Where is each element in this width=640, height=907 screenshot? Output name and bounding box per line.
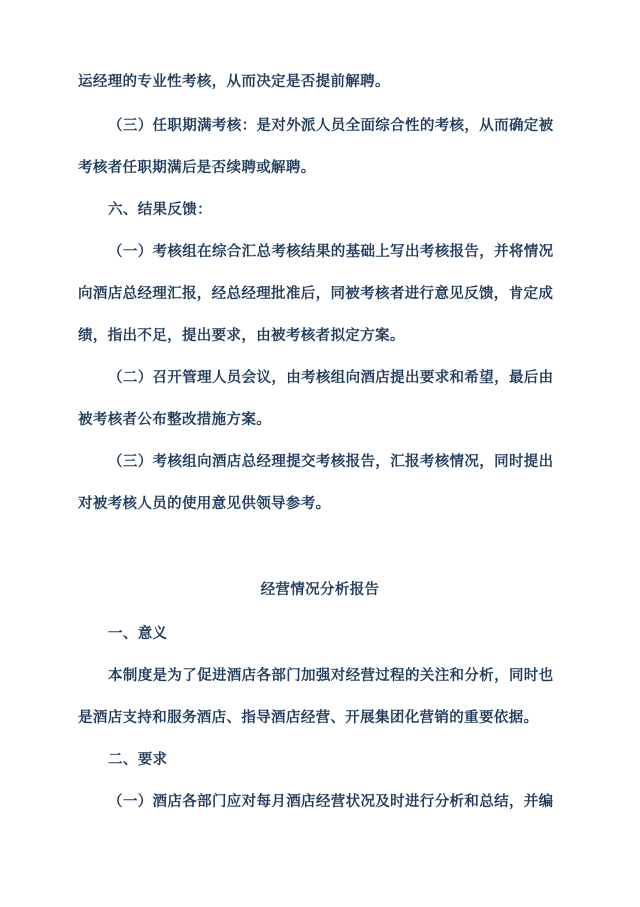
paragraph-line: （一）考核组在综合汇总考核结果的基础上写出考核报告，并将情况 bbox=[108, 244, 554, 260]
paragraph-line: （三）任职期满考核：是对外派人员全面综合性的考核，从而确定被 bbox=[108, 118, 554, 134]
paragraph-line: 运经理的专业性考核，从而决定是否提前解聘。 bbox=[78, 74, 390, 90]
section-heading: 二、要求 bbox=[108, 752, 168, 768]
paragraph-line: 绩，指出不足，提出要求，由被考核者拟定方案。 bbox=[78, 328, 405, 344]
paragraph-line: 被考核者公布整改措施方案。 bbox=[78, 412, 272, 428]
paragraph-line: 考核者任职期满后是否续聘或解聘。 bbox=[78, 160, 316, 176]
paragraph-line: （二）召开管理人员会议，由考核组向酒店提出要求和希望，最后由 bbox=[108, 370, 554, 386]
paragraph-line: （一）酒店各部门应对每月酒店经营状况及时进行分析和总结，并编 bbox=[108, 794, 554, 810]
paragraph-line: （三）考核组向酒店总经理提交考核报告，汇报考核情况，同时提出 bbox=[108, 454, 554, 470]
paragraph-line: 向酒店总经理汇报，经总经理批准后，同被考核者进行意见反馈，肯定成 bbox=[78, 286, 554, 302]
paragraph-line: 本制度是为了促进酒店各部门加强对经营过程的关注和分析，同时也 bbox=[108, 668, 554, 684]
section-heading: 六、结果反馈： bbox=[108, 202, 212, 218]
section-heading: 一、意义 bbox=[108, 626, 168, 642]
paragraph-line: 对被考核人员的使用意见供领导参考。 bbox=[78, 496, 331, 512]
section-title: 经营情况分析报告 bbox=[260, 582, 380, 598]
paragraph-line: 是酒店支持和服务酒店、指导酒店经营、开展集团化营销的重要依据。 bbox=[78, 710, 539, 726]
